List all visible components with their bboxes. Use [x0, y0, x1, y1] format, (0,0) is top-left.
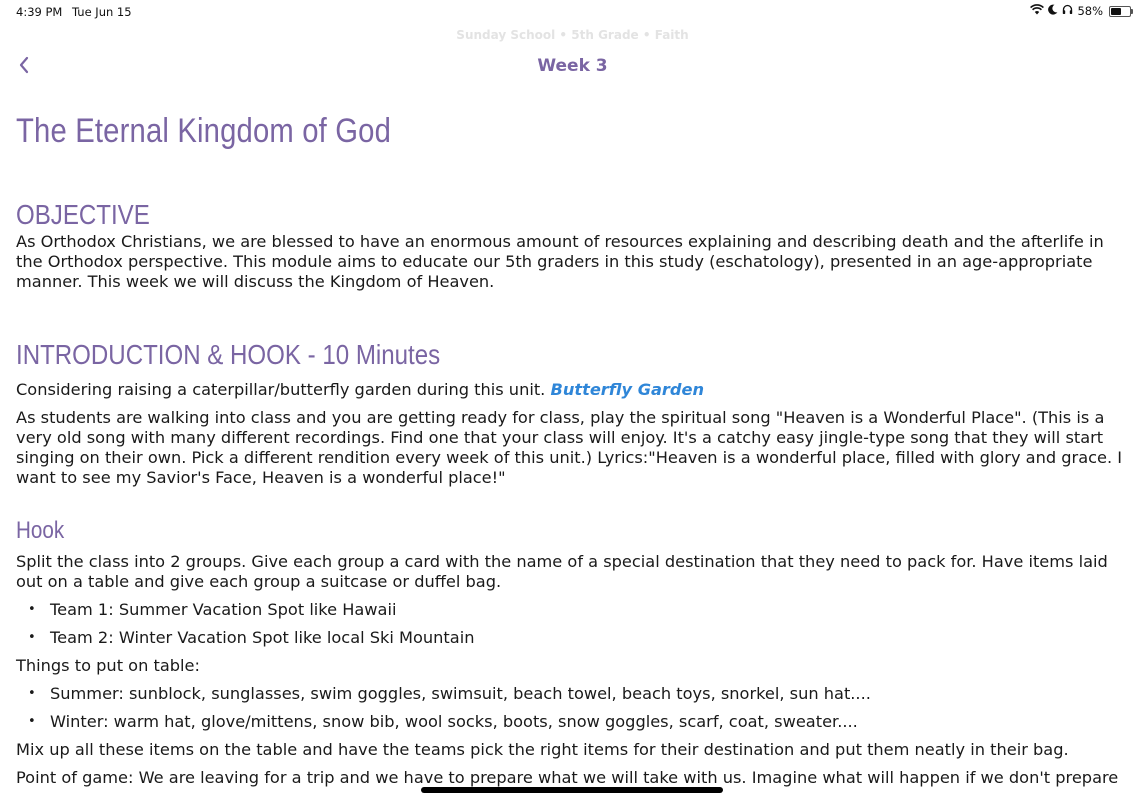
battery-percent: 58% [1077, 4, 1103, 18]
status-bar [0, 0, 1145, 24]
nav-bar [0, 52, 1145, 82]
moon-icon [1048, 4, 1058, 18]
intro-heading: INTRODUCTION & HOOK - 10 Minutes [16, 339, 441, 370]
hook-heading: Hook [16, 517, 65, 544]
list-item: • Team 2: Winter Vacation Spot like local Ski Mountain [16, 624, 1129, 652]
status-date: Tue Jun 15 [72, 5, 132, 19]
list-item: • Winter: warm hat, glove/mittens, snow bib, wool socks, boots, snow goggles, scarf, coat, sweater.... [16, 708, 1129, 736]
butterfly-garden-link[interactable]: Butterfly Garden [550, 380, 704, 399]
lesson-content [16, 108, 1129, 792]
list-item: • Team 1: Summer Vacation Spot like Hawaii [16, 596, 1129, 624]
wifi-icon [1030, 4, 1044, 18]
intro-line [16, 380, 1129, 400]
breadcrumb: Sunday School • 5th Grade • Faith [456, 28, 689, 42]
headphones-icon [1062, 4, 1073, 18]
hook-intro: Split the class into 2 groups. Give each group a card with the name of a special destination that they need to pack for. Have items laid out on a table and give each group a suitcase or duffel bag. [16, 552, 1108, 591]
team-list [16, 596, 1129, 652]
battery-icon [1109, 6, 1131, 17]
home-indicator[interactable] [421, 787, 723, 793]
objective-heading: OBJECTIVE [16, 199, 150, 230]
battery-level [1111, 8, 1121, 15]
item-list [16, 680, 1129, 736]
status-time: 4:39 PM [16, 5, 63, 19]
intro-paragraph: As students are walking into class and you are getting ready for class, play the spiritual song "Heaven is a Wonderful Place". (This is a very old song with many different recordings. Find one that your class will enjoy. It's a catchy easy jingle-type song that they will start singing on their own. Pick a different rendition every week of this unit.) Lyrics:"Heaven is a wonderful place, filled with glory and grace. I want to see my Savior's Face, Heaven is a wonderful place!" [16, 408, 1123, 487]
list-item: • Summer: sunblock, sunglasses, swim goggles, swimsuit, beach towel, beach toys, snorkel, sun hat.... [16, 680, 1129, 708]
objective-text: As Orthodox Christians, we are blessed to have an enormous amount of resources explaining and describing death and the afterlife in the Orthodox perspective. This module aims to educate our 5th graders in this study (eschatology), presented in an age-appropriate manner. This week we will discuss the Kingdom of Heaven. [16, 232, 1104, 291]
table-label: Things to put on table: [16, 656, 200, 675]
nav-title: Week 3 [537, 56, 608, 76]
point-text: Point of game: We are leaving for a trip and we have to prepare what we will take with us. Imagine what will happen if we don't prepare [16, 768, 1119, 787]
page-title: The Eternal Kingdom of God [16, 112, 392, 150]
intro-line-text: Considering raising a caterpillar/butterfly garden during this unit. [16, 380, 546, 399]
status-indicators [1030, 4, 1131, 18]
mix-text: Mix up all these items on the table and have the teams pick the right items for their destination and put them neatly in their bag. [16, 740, 1069, 759]
